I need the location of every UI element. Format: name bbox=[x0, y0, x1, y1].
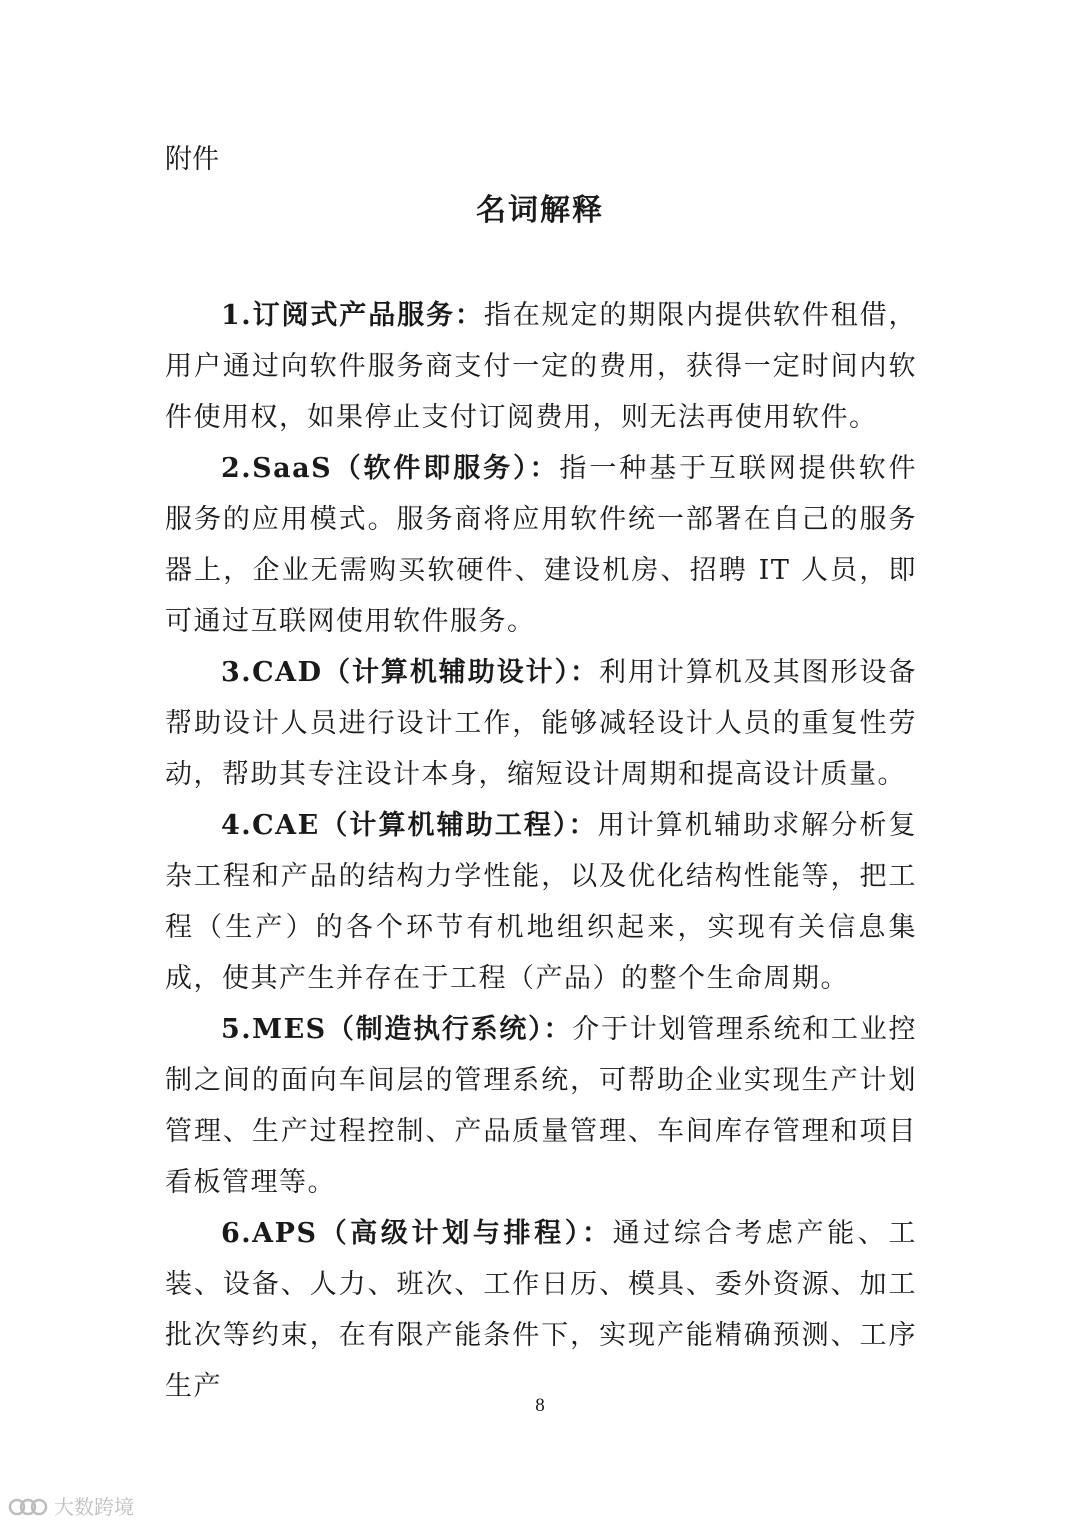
definition-term: 3.CAD（计算机辅助设计）： bbox=[221, 657, 599, 688]
definition-entry bbox=[165, 1208, 917, 1412]
chain-link-logo-icon bbox=[8, 1496, 48, 1518]
definition-entry bbox=[165, 800, 917, 1004]
page-title: 名词解释 bbox=[476, 193, 604, 228]
definition-entry bbox=[165, 1004, 917, 1208]
watermark bbox=[8, 1494, 134, 1520]
definition-text: 用计算机辅助求解分析复杂工程和产品的结构力学性能，以及优化结构性能等，把工程（生产）的各个环节有机地组织起来，实现有关信息集成，使其产生并存在于工程（产品）的整个生命周期。 bbox=[165, 810, 917, 994]
definition-term: 2.SaaS（软件即服务）： bbox=[221, 453, 560, 484]
definition-text: 介于计划管理系统和工业控制之间的面向车间层的管理系统，可帮助企业实现生产计划管理、生产过程控制、产品质量管理、车间库存管理和项目看板管理等。 bbox=[165, 1014, 918, 1198]
definition-text: 指一种基于互联网提供软件服务的应用模式。服务商将应用软件统一部署在自己的服务器上，企业无需购买软硬件、建设机房、招聘 IT 人员，即可通过互联网使用软件服务。 bbox=[165, 453, 917, 637]
attachment-label: 附件 bbox=[165, 144, 219, 175]
definition-term: 6.APS（高级计划与排程）： bbox=[221, 1218, 613, 1249]
watermark-text: 大数跨境 bbox=[54, 1495, 134, 1519]
definition-entry bbox=[165, 290, 917, 443]
definition-term: 1.订阅式产品服务： bbox=[221, 300, 484, 331]
definition-text: 指在规定的期限内提供软件租借，用户通过向软件服务商支付一定的费用，获得一定时间内软件使用权，如果停止支付订阅费用，则无法再使用软件。 bbox=[165, 300, 918, 433]
definition-entry bbox=[165, 647, 917, 800]
page-number: 8 bbox=[535, 1395, 545, 1416]
definition-entry bbox=[165, 443, 917, 647]
definition-term: 4.CAE（计算机辅助工程）： bbox=[221, 810, 598, 841]
definition-text: 利用计算机及其图形设备帮助设计人员进行设计工作，能够减轻设计人员的重复性劳动，帮助其专注设计本身，缩短设计周期和提高设计质量。 bbox=[165, 657, 918, 790]
definitions-list bbox=[165, 290, 917, 1412]
definition-text: 通过综合考虑产能、工装、设备、人力、班次、工作日历、模具、委外资源、加工批次等约束，在有限产能条件下，实现产能精确预测、工序生产 bbox=[165, 1218, 918, 1402]
definition-term: 5.MES（制造执行系统）： bbox=[221, 1014, 573, 1045]
